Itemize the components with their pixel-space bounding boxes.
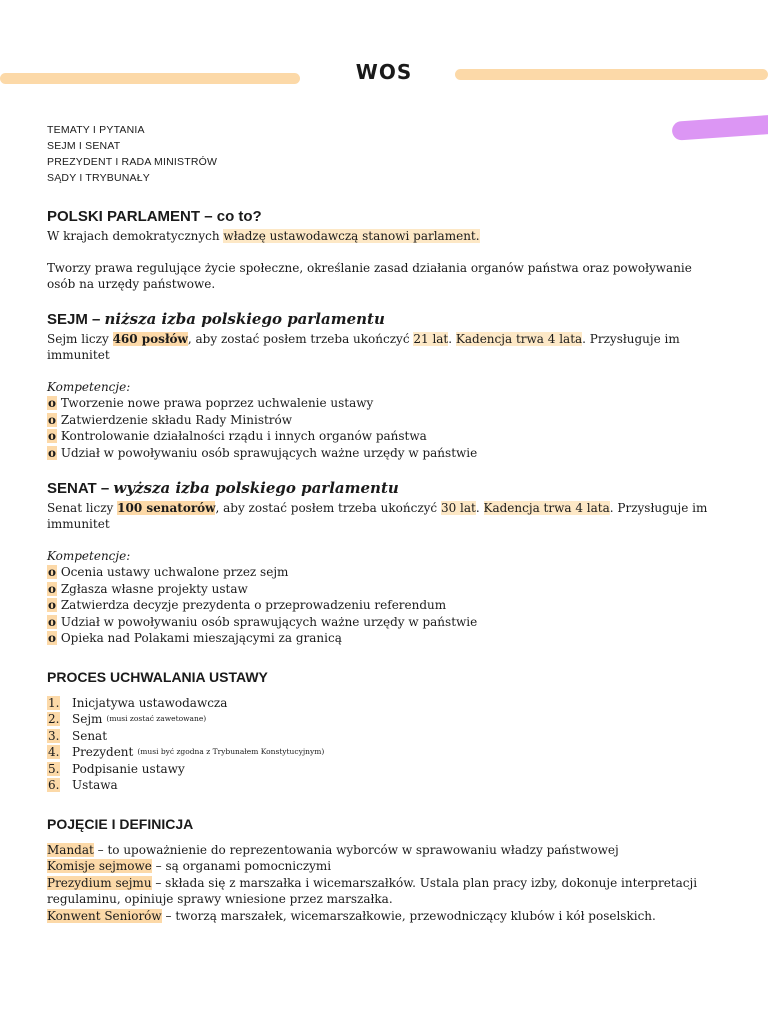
bullet-item bbox=[47, 564, 717, 581]
definition-text: – to upoważnienie do reprezentowania wyborców w sprawowaniu władzy państwowej bbox=[93, 842, 619, 857]
text: . Przysługuje im immunitet bbox=[47, 501, 708, 531]
bullet-text: Ocenia ustawy uchwalone przez sejm bbox=[60, 565, 289, 579]
step-text: Senat bbox=[72, 728, 108, 743]
sejm-paragraph bbox=[47, 331, 717, 363]
bullet-marker: o bbox=[48, 565, 57, 579]
process-step bbox=[47, 777, 717, 794]
bullet-marker: o bbox=[48, 445, 57, 460]
bullet-marker: o bbox=[48, 598, 57, 612]
step-note: (musi być zgodna z Trybunałem Konstytucyjnym) bbox=[137, 747, 325, 756]
bullet-text: Udział w powoływaniu osób sprawujących ważne urzędy w państwie bbox=[60, 445, 478, 460]
highlight-age: 21 lat bbox=[413, 332, 449, 346]
parlament-paragraph-1 bbox=[47, 228, 717, 244]
step-number-wrap bbox=[47, 695, 72, 712]
highlight-count: 460 posłów bbox=[112, 332, 188, 346]
komp-label: Kompetencje: bbox=[47, 380, 131, 394]
bullet-item bbox=[47, 630, 717, 647]
definition-term: Komisje sejmowe bbox=[47, 859, 152, 873]
notes-content bbox=[47, 122, 717, 924]
step-number: 4. bbox=[48, 745, 60, 759]
bullet-item bbox=[47, 412, 717, 429]
bullet-marker: o bbox=[48, 396, 57, 410]
bullet-text: Zatwierdzenie składu Rady Ministrów bbox=[60, 412, 293, 427]
step-number-wrap bbox=[47, 777, 72, 794]
highlight-age: 30 lat bbox=[440, 501, 476, 515]
definition-text: – składa się z marszałka i wicemarszałków. Ustala plan pracy izby, dokonuje interpretacji regulaminu, opiniuje sprawy wniesione przez marszałka. bbox=[47, 875, 698, 906]
text: Sejm liczy bbox=[47, 332, 113, 346]
definition-item bbox=[47, 908, 717, 925]
heading-sub: niższa izba polskiego parlamentu bbox=[104, 310, 385, 328]
bullet-marker: o bbox=[48, 412, 57, 427]
bullet-text: Tworzenie nowe prawa poprzez uchwalenie ustawy bbox=[60, 396, 374, 410]
definition-term: Mandat bbox=[47, 842, 94, 857]
step-number: 2. bbox=[48, 712, 60, 726]
text: , aby zostać posłem trzeba ukończyć bbox=[215, 501, 441, 515]
definition-item bbox=[47, 842, 717, 859]
komp-label: Kompetencje: bbox=[47, 549, 131, 563]
step-text: Inicjatywa ustawodawcza bbox=[72, 695, 228, 710]
step-text: Prezydent bbox=[72, 745, 134, 759]
section-heading-definicje: POJĘCIE I DEFINICJA bbox=[47, 815, 194, 832]
step-number-wrap bbox=[47, 761, 72, 778]
bullet-text: Zgłasza własne projekty ustaw bbox=[60, 581, 248, 596]
process-steps bbox=[47, 695, 717, 794]
highlight-term: Kadencja trwa 4 lata bbox=[455, 332, 583, 346]
text: . Przysługuje im immunitet bbox=[47, 332, 680, 362]
bullet-item bbox=[47, 428, 717, 445]
heading-caps: SENAT – bbox=[47, 480, 114, 497]
step-number-wrap bbox=[47, 744, 72, 761]
toc bbox=[47, 122, 717, 186]
step-number: 5. bbox=[48, 761, 60, 776]
step-number: 6. bbox=[48, 778, 60, 792]
bullet-text: Udział w powoływaniu osób sprawujących ważne urzędy w państwie bbox=[60, 614, 478, 629]
bullet-marker: o bbox=[48, 581, 57, 596]
definition-text: – tworzą marszałek, wicemarszałkowie, przewodniczący klubów i kół poselskich. bbox=[161, 908, 656, 923]
bullet-item bbox=[47, 445, 717, 462]
step-number: 1. bbox=[48, 695, 60, 710]
process-step bbox=[47, 728, 717, 745]
process-step bbox=[47, 761, 717, 778]
toc-item: PREZYDENT I RADA MINISTRÓW bbox=[47, 156, 218, 168]
step-number: 3. bbox=[48, 728, 60, 743]
step-number-wrap bbox=[47, 728, 72, 745]
highlight-count: 100 senatorów bbox=[117, 501, 216, 515]
page-title: WOS bbox=[355, 60, 413, 84]
text: Senat liczy bbox=[47, 501, 118, 515]
heading-caps: SEJM – bbox=[47, 311, 105, 328]
step-note: (musi zostać zawetowane) bbox=[106, 714, 207, 723]
section-heading-parlament: POLSKI PARLAMENT – co to? bbox=[47, 208, 262, 225]
bullet-text: Zatwierdza decyzje prezydenta o przeprowadzeniu referendum bbox=[60, 598, 447, 612]
section-heading-sejm bbox=[47, 310, 717, 328]
process-step bbox=[47, 711, 717, 728]
step-number-wrap bbox=[47, 711, 72, 728]
highlight-text: władzę ustawodawczą stanowi parlament. bbox=[223, 229, 480, 243]
highlight-term: Kadencja trwa 4 lata bbox=[483, 501, 610, 515]
bullet-item bbox=[47, 597, 717, 614]
toc-item: SĄDY I TRYBUNAŁY bbox=[47, 172, 150, 184]
definition-text: – są organami pomocniczymi bbox=[151, 859, 332, 873]
bullet-text: Kontrolowanie działalności rządu i innych organów państwa bbox=[60, 429, 427, 443]
bullet-text: Opieka nad Polakami mieszającymi za granicą bbox=[60, 631, 342, 645]
section-heading-senat bbox=[47, 479, 717, 497]
toc-item: TEMATY I PYTANIA bbox=[47, 124, 145, 136]
toc-item: SEJM I SENAT bbox=[47, 140, 121, 152]
bullet-marker: o bbox=[48, 429, 57, 443]
parlament-paragraph-2: Tworzy prawa regulujące życie społeczne, określanie zasad działania organów państwa oraz powoływanie osób na urzędy państwowe. bbox=[47, 261, 692, 291]
text: . bbox=[448, 332, 456, 346]
definition-item bbox=[47, 858, 717, 875]
bullet-item bbox=[47, 395, 717, 412]
step-text: Sejm bbox=[72, 712, 103, 726]
text: . bbox=[475, 501, 484, 515]
process-step bbox=[47, 695, 717, 712]
heading-sub: wyższa izba polskiego parlamentu bbox=[113, 479, 399, 497]
step-text: Podpisanie ustawy bbox=[72, 761, 185, 776]
text: , aby zostać posłem trzeba ukończyć bbox=[187, 332, 414, 346]
bullet-marker: o bbox=[48, 614, 57, 629]
text: W krajach demokratycznych bbox=[47, 229, 224, 243]
definition-term: Prezydium sejmu bbox=[47, 875, 152, 890]
bullet-item bbox=[47, 614, 717, 631]
bullet-marker: o bbox=[48, 631, 57, 645]
definition-item bbox=[47, 875, 717, 908]
senat-paragraph bbox=[47, 500, 717, 532]
step-text: Ustawa bbox=[72, 778, 118, 792]
bullet-item bbox=[47, 581, 717, 598]
section-heading-proces: PROCES UCHWALANIA USTAWY bbox=[47, 668, 268, 685]
definition-term: Konwent Seniorów bbox=[47, 908, 162, 923]
process-step bbox=[47, 744, 717, 761]
